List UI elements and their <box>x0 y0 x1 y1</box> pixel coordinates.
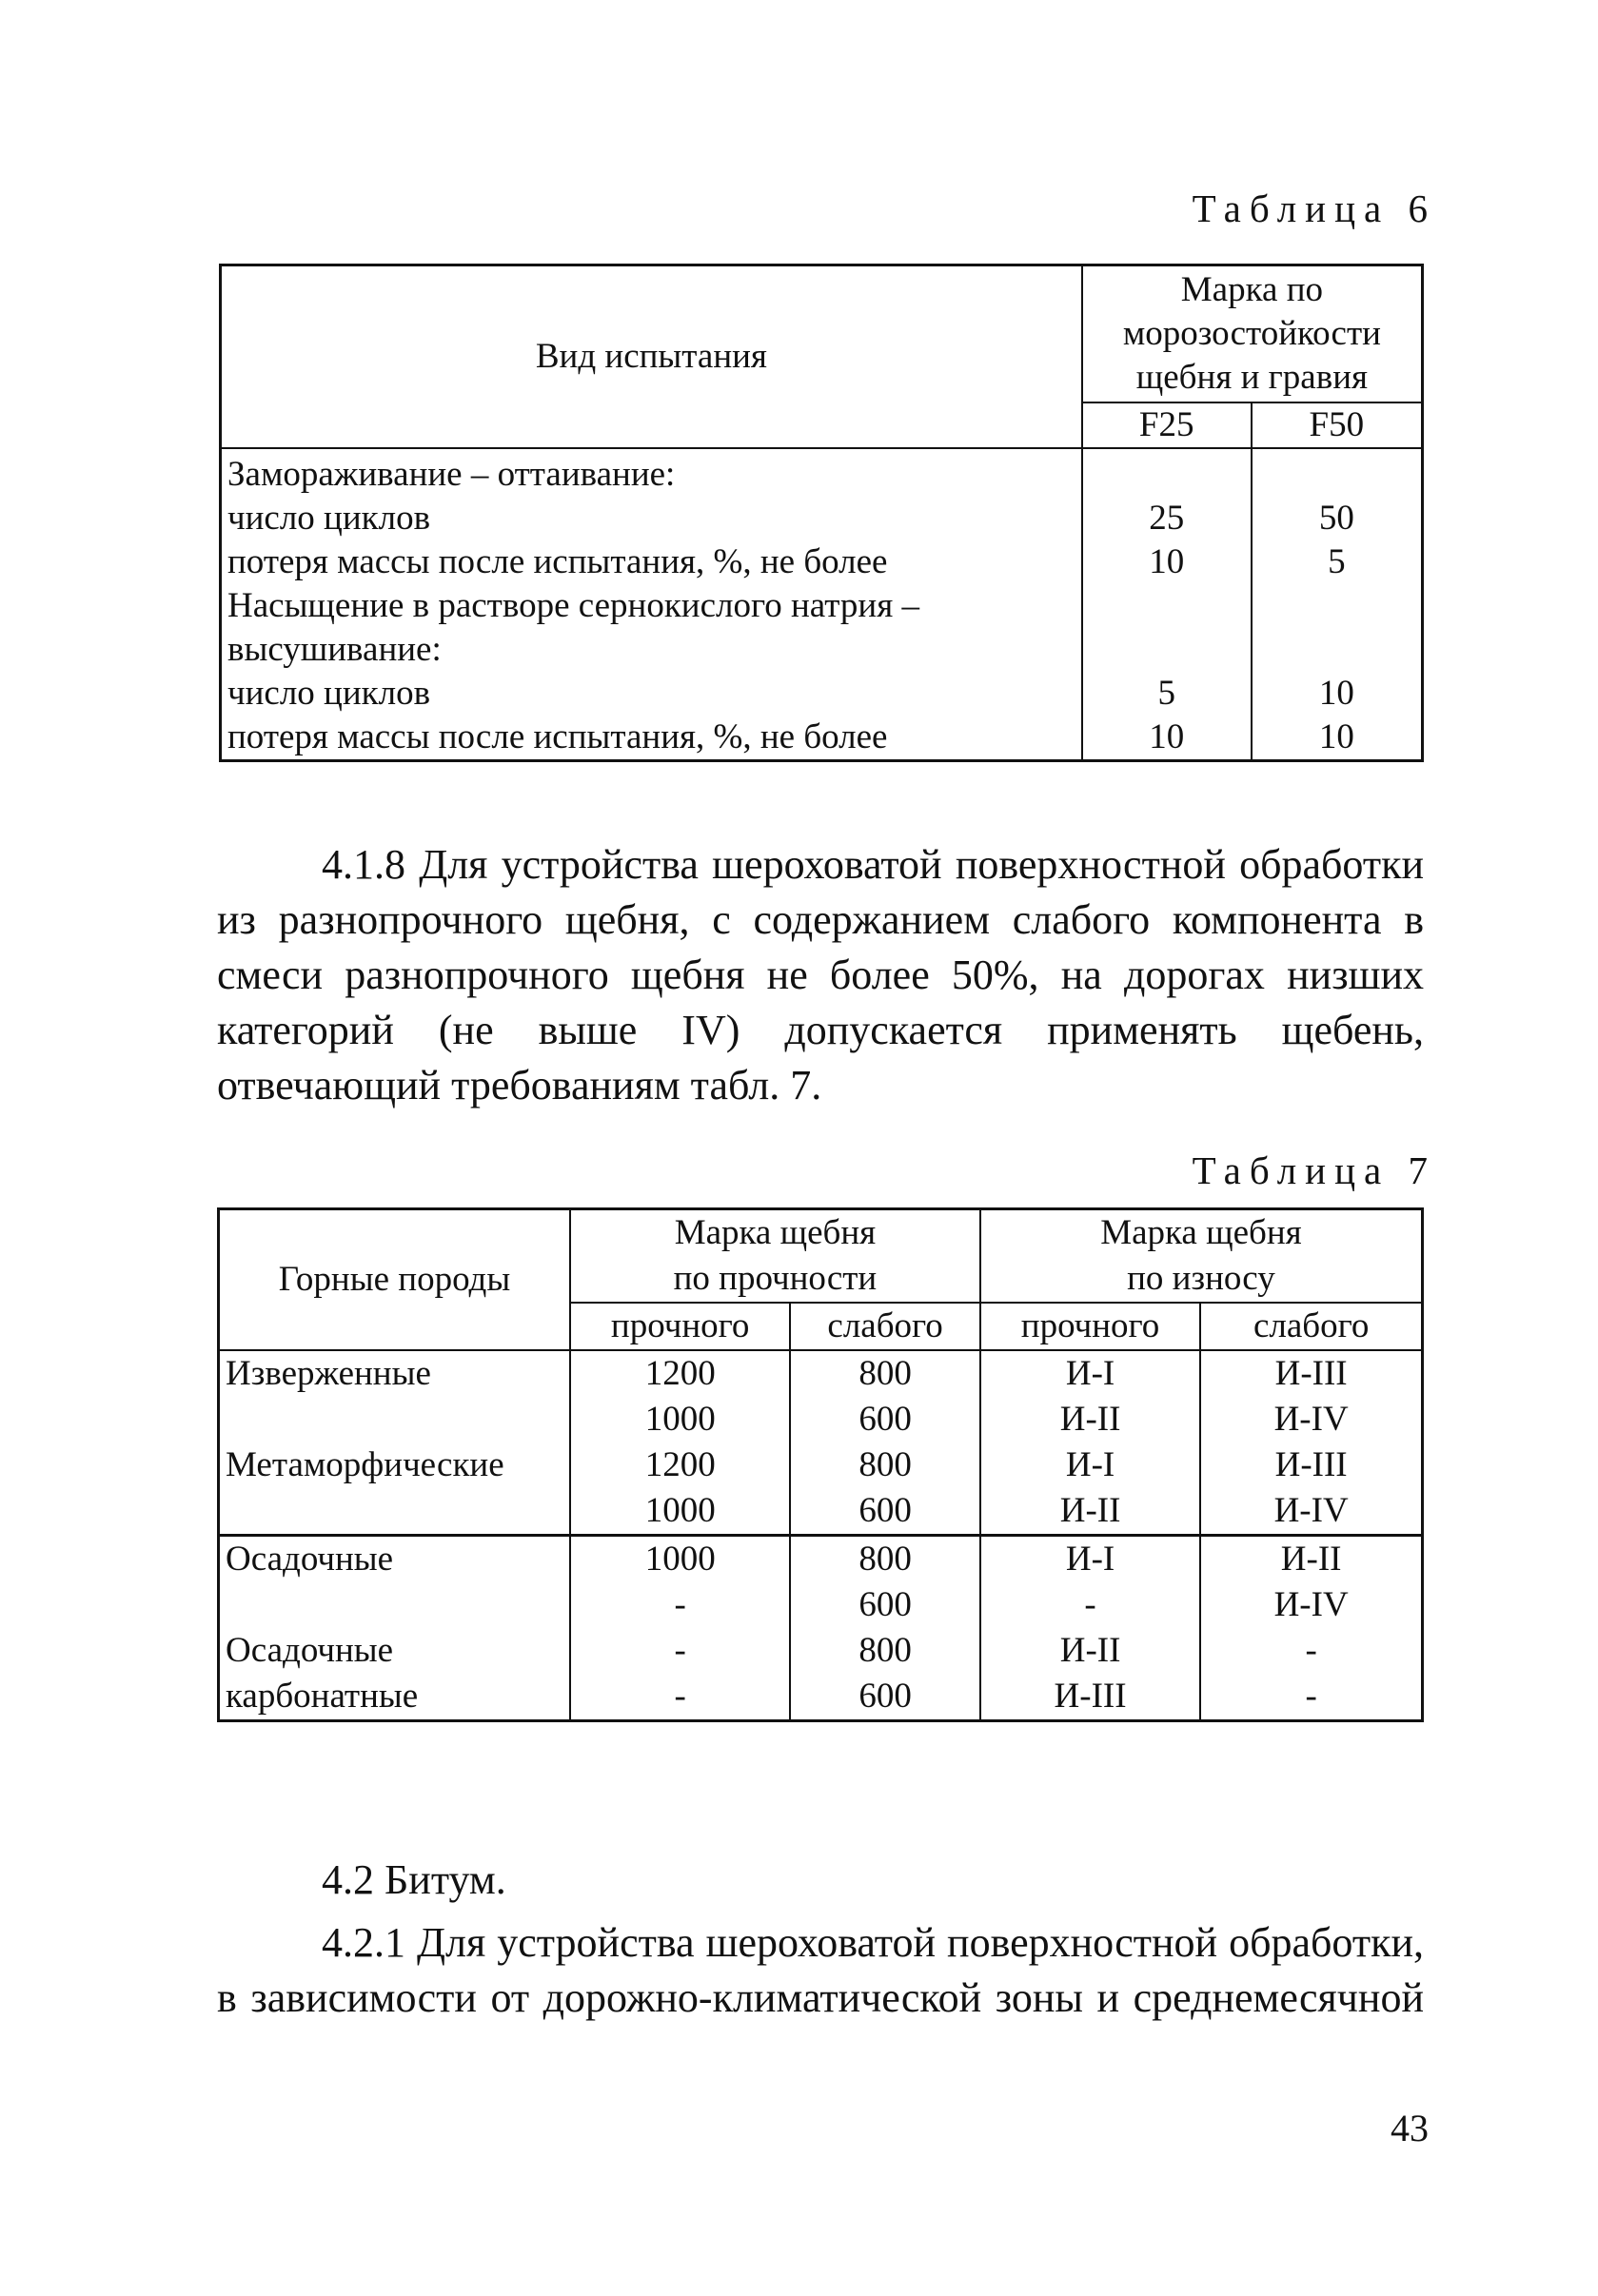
cell: 800 <box>858 1540 912 1579</box>
row-label: потеря массы после испытания, %, не более <box>227 717 888 756</box>
row-label: высушивание: <box>227 630 442 669</box>
table6-col-f50: F50 <box>1252 402 1423 448</box>
table6-col-f25: F25 <box>1082 402 1252 448</box>
table7-group1-wear-strong <box>980 1350 1200 1536</box>
table7-group1-strong <box>570 1350 790 1536</box>
table7-group2-wear-strong <box>980 1536 1200 1721</box>
table7-sub-strength-weak: слабого <box>790 1303 979 1350</box>
table6 <box>219 264 1424 762</box>
header-line: Марка щебня <box>1100 1213 1302 1252</box>
cell: И-I <box>1065 1540 1115 1579</box>
cell: 1000 <box>644 1540 716 1579</box>
cell: 10 <box>1318 674 1354 713</box>
cell: 25 <box>1149 499 1185 538</box>
table7-group2-wear-weak <box>1200 1536 1422 1721</box>
cell: И-III <box>1054 1677 1127 1716</box>
paragraph-4-1-8 <box>217 837 1424 1113</box>
cell: И-II <box>1280 1540 1342 1579</box>
paragraph-line: смеси разнопрочного щебня не более 50%, на дорогах низших <box>217 952 1424 998</box>
rock-name: Метаморфические <box>226 1445 504 1484</box>
section-4-2 <box>217 1853 1424 2026</box>
paragraph-line: категорий (не выше IV) допускается применять щебень, <box>217 1007 1424 1053</box>
paragraph-line: в зависимости от дорожно-климатической зоны и среднемесячной <box>217 1974 1424 2021</box>
cell: 1200 <box>644 1445 716 1484</box>
table7-group2-strong <box>570 1536 790 1721</box>
cell: 1000 <box>644 1491 716 1530</box>
cell: И-II <box>1059 1400 1121 1439</box>
cell: 1000 <box>644 1400 716 1439</box>
table6-body-f25 <box>1082 448 1252 761</box>
table7-sub-wear-strong: прочного <box>980 1303 1200 1350</box>
header-line: по износу <box>1127 1259 1275 1298</box>
cell: 800 <box>858 1631 912 1670</box>
cell: - <box>1305 1631 1317 1670</box>
cell <box>1258 584 1415 628</box>
header-grade-line: морозостойкости <box>1122 314 1381 353</box>
cell <box>1258 628 1415 672</box>
cell: - <box>674 1585 686 1624</box>
rock-name: Осадочные <box>226 1540 394 1579</box>
cell <box>1258 453 1415 497</box>
row-label: число циклов <box>227 674 431 713</box>
table7-group1-wear-weak <box>1200 1350 1422 1536</box>
cell <box>1089 584 1245 628</box>
cell: 600 <box>858 1677 912 1716</box>
cell: - <box>674 1631 686 1670</box>
row-label: Замораживание – оттаивание: <box>227 455 676 494</box>
cell: 600 <box>858 1400 912 1439</box>
table7-group1-names <box>219 1350 570 1536</box>
cell: 600 <box>858 1585 912 1624</box>
paragraph-line: отвечающий требованиям табл. 7. <box>217 1062 822 1109</box>
rock-name: Осадочные <box>226 1631 394 1670</box>
paragraph-line: 4.2.1 Для устройства шероховатой поверхностной обработки, <box>322 1919 1424 1966</box>
cell: - <box>1084 1585 1096 1624</box>
cell: И-IV <box>1273 1400 1349 1439</box>
table7-group2-names <box>219 1536 570 1721</box>
header-grade-line: Марка по <box>1180 270 1323 309</box>
cell <box>1089 628 1245 672</box>
header-line: по прочности <box>673 1259 878 1298</box>
paragraph-line: из разнопрочного щебня, с содержанием слабого компонента в <box>217 896 1424 943</box>
cell: 1200 <box>644 1354 716 1393</box>
table7 <box>217 1207 1424 1722</box>
table6-header-grade <box>1082 265 1423 403</box>
cell: - <box>1305 1677 1317 1716</box>
rock-name: Изверженные <box>226 1354 431 1393</box>
cell: 5 <box>1328 542 1346 581</box>
cell: 10 <box>1149 542 1185 581</box>
table7-sub-wear-weak: слабого <box>1200 1303 1422 1350</box>
cell: 50 <box>1318 499 1354 538</box>
rock-name <box>226 1397 563 1442</box>
cell: И-II <box>1059 1491 1121 1530</box>
cell: И-II <box>1059 1631 1121 1670</box>
cell: И-III <box>1274 1445 1348 1484</box>
cell: 800 <box>858 1354 912 1393</box>
row-label: потеря массы после испытания, %, не более <box>227 542 888 581</box>
cell: 5 <box>1157 674 1175 713</box>
header-line: Марка щебня <box>674 1213 877 1252</box>
rock-name <box>226 1582 563 1628</box>
rock-name: карбонатные <box>226 1677 419 1716</box>
table7-group1-weak <box>790 1350 979 1536</box>
header-grade-line: щебня и гравия <box>1135 358 1369 397</box>
table7-header-strength <box>570 1209 980 1304</box>
cell: И-I <box>1065 1445 1115 1484</box>
table6-body-f50 <box>1252 448 1423 761</box>
rock-name <box>226 1488 563 1534</box>
cell: - <box>674 1677 686 1716</box>
table7-header-wear <box>980 1209 1423 1304</box>
table6-caption: Таблица 6 <box>1192 186 1436 230</box>
paragraph-line: 4.1.8 Для устройства шероховатой поверхностной обработки <box>322 841 1424 888</box>
cell: И-III <box>1274 1354 1348 1393</box>
cell: 800 <box>858 1445 912 1484</box>
table6-body-labels <box>221 448 1082 761</box>
table7-sub-strength-strong: прочного <box>570 1303 790 1350</box>
cell: И-I <box>1065 1354 1115 1393</box>
cell: И-IV <box>1273 1491 1349 1530</box>
section-heading: 4.2 Битум. <box>322 1856 506 1903</box>
cell: 600 <box>858 1491 912 1530</box>
row-label: число циклов <box>227 499 431 538</box>
cell <box>1089 453 1245 497</box>
page-number: 43 <box>1391 2107 1429 2149</box>
table7-header-rocks: Горные породы <box>219 1209 570 1351</box>
table7-caption: Таблица 7 <box>1192 1148 1436 1192</box>
table7-group2-weak <box>790 1536 979 1721</box>
table6-header-test: Вид испытания <box>221 265 1082 449</box>
cell: И-IV <box>1273 1585 1349 1624</box>
cell: 10 <box>1149 717 1185 756</box>
cell: 10 <box>1318 717 1354 756</box>
row-label: Насыщение в растворе сернокислого натрия – <box>227 586 919 625</box>
